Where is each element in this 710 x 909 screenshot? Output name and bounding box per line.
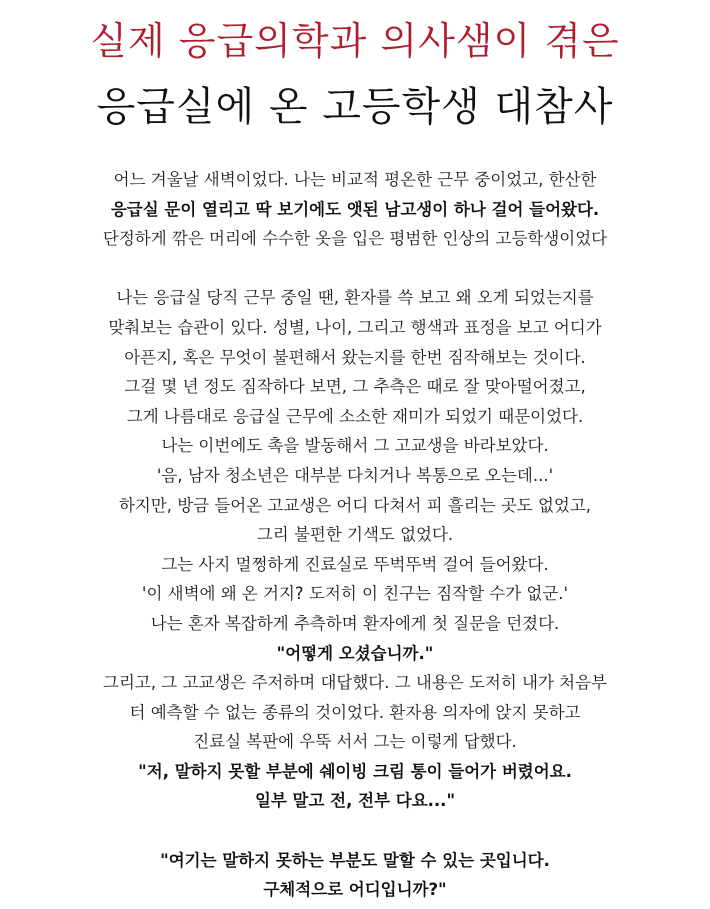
- body-line: 터 예측할 수 없는 종류의 것이었다. 환자용 의자에 앉지 못하고: [129, 702, 581, 722]
- body-line: 그리 불편한 기색도 없었다.: [256, 525, 454, 545]
- body-line: 아픈지, 혹은 무엇이 불편해서 왔는지를 한번 짐작해보는 것이다.: [124, 347, 586, 367]
- body-line: 일부 말고 전, 전부 다요...": [254, 791, 456, 811]
- body-line: '이 새벽에 왜 온 거지? 도저히 이 친구는 짐작할 수가 없군.': [141, 584, 569, 604]
- body-text: [0, 165, 710, 905]
- body-line: 맞춰보는 습관이 있다. 성별, 나이, 그리고 행색과 표정을 보고 어디가: [108, 317, 602, 337]
- body-line: 나는 혼자 복잡하게 추측하며 환자에게 첫 질문을 던졌다.: [150, 613, 560, 633]
- body-line: 구체적으로 어디입니까?": [263, 880, 447, 900]
- body-line: 진료실 복판에 우뚝 서서 그는 이렇게 답했다.: [193, 732, 517, 752]
- body-line: 그게 나름대로 응급실 근무에 소소한 재미가 되었기 때문이었다.: [126, 406, 584, 426]
- body-line: 나는 응급실 당직 근무 중일 땐, 환자를 쓱 보고 왜 오게 되었는지를: [116, 288, 594, 308]
- body-line: "저, 말하지 못할 부분에 쉐이빙 크림 통이 들어가 버렸어요.: [138, 761, 572, 781]
- body-line: 단정하게 깎은 머리에 수수한 옷을 입은 평범한 인상의 고등학생이었다: [102, 229, 608, 249]
- body-line: 그리고, 그 고교생은 주저하며 대답했다. 그 내용은 도저히 내가 처음부: [103, 673, 607, 693]
- body-line: 나는 이번에도 촉을 발동해서 그 고교생을 바라보았다.: [161, 436, 549, 456]
- body-line: "어떻게 오셨습니까.": [276, 643, 434, 663]
- body-line: 어느 겨울날 새벽이었다. 나는 비교적 평온한 근무 중이었고, 한산한: [113, 170, 597, 189]
- body-line: "여기는 말하지 못하는 부분도 말할 수 있는 곳입니다.: [160, 850, 550, 870]
- body-line: 그는 사지 멀쩡하게 진료실로 뚜벅뚜벅 걸어 들어왔다.: [161, 554, 549, 574]
- title-line-2: 응급실에 온 고등학생 대참사: [96, 84, 614, 130]
- body-line: 그걸 몇 년 정도 짐작하다 보면, 그 추측은 때로 잘 맞아떨어졌고,: [124, 377, 586, 397]
- body-line: 응급실 문이 열리고 딱 보기에도 앳된 남고생이 하나 걸어 들어왔다.: [110, 199, 600, 219]
- paragraph-break: [0, 816, 710, 846]
- title-line-1: 실제 응급의학과 의사샘이 겪은: [90, 19, 620, 63]
- body-line: 하지만, 방금 들어온 고교생은 어디 다쳐서 피 흘리는 곳도 없었고,: [118, 495, 592, 515]
- body-line: '음, 남자 청소년은 대부분 다치거나 복통으로 오는데...': [156, 465, 554, 485]
- paragraph-break: [0, 254, 710, 284]
